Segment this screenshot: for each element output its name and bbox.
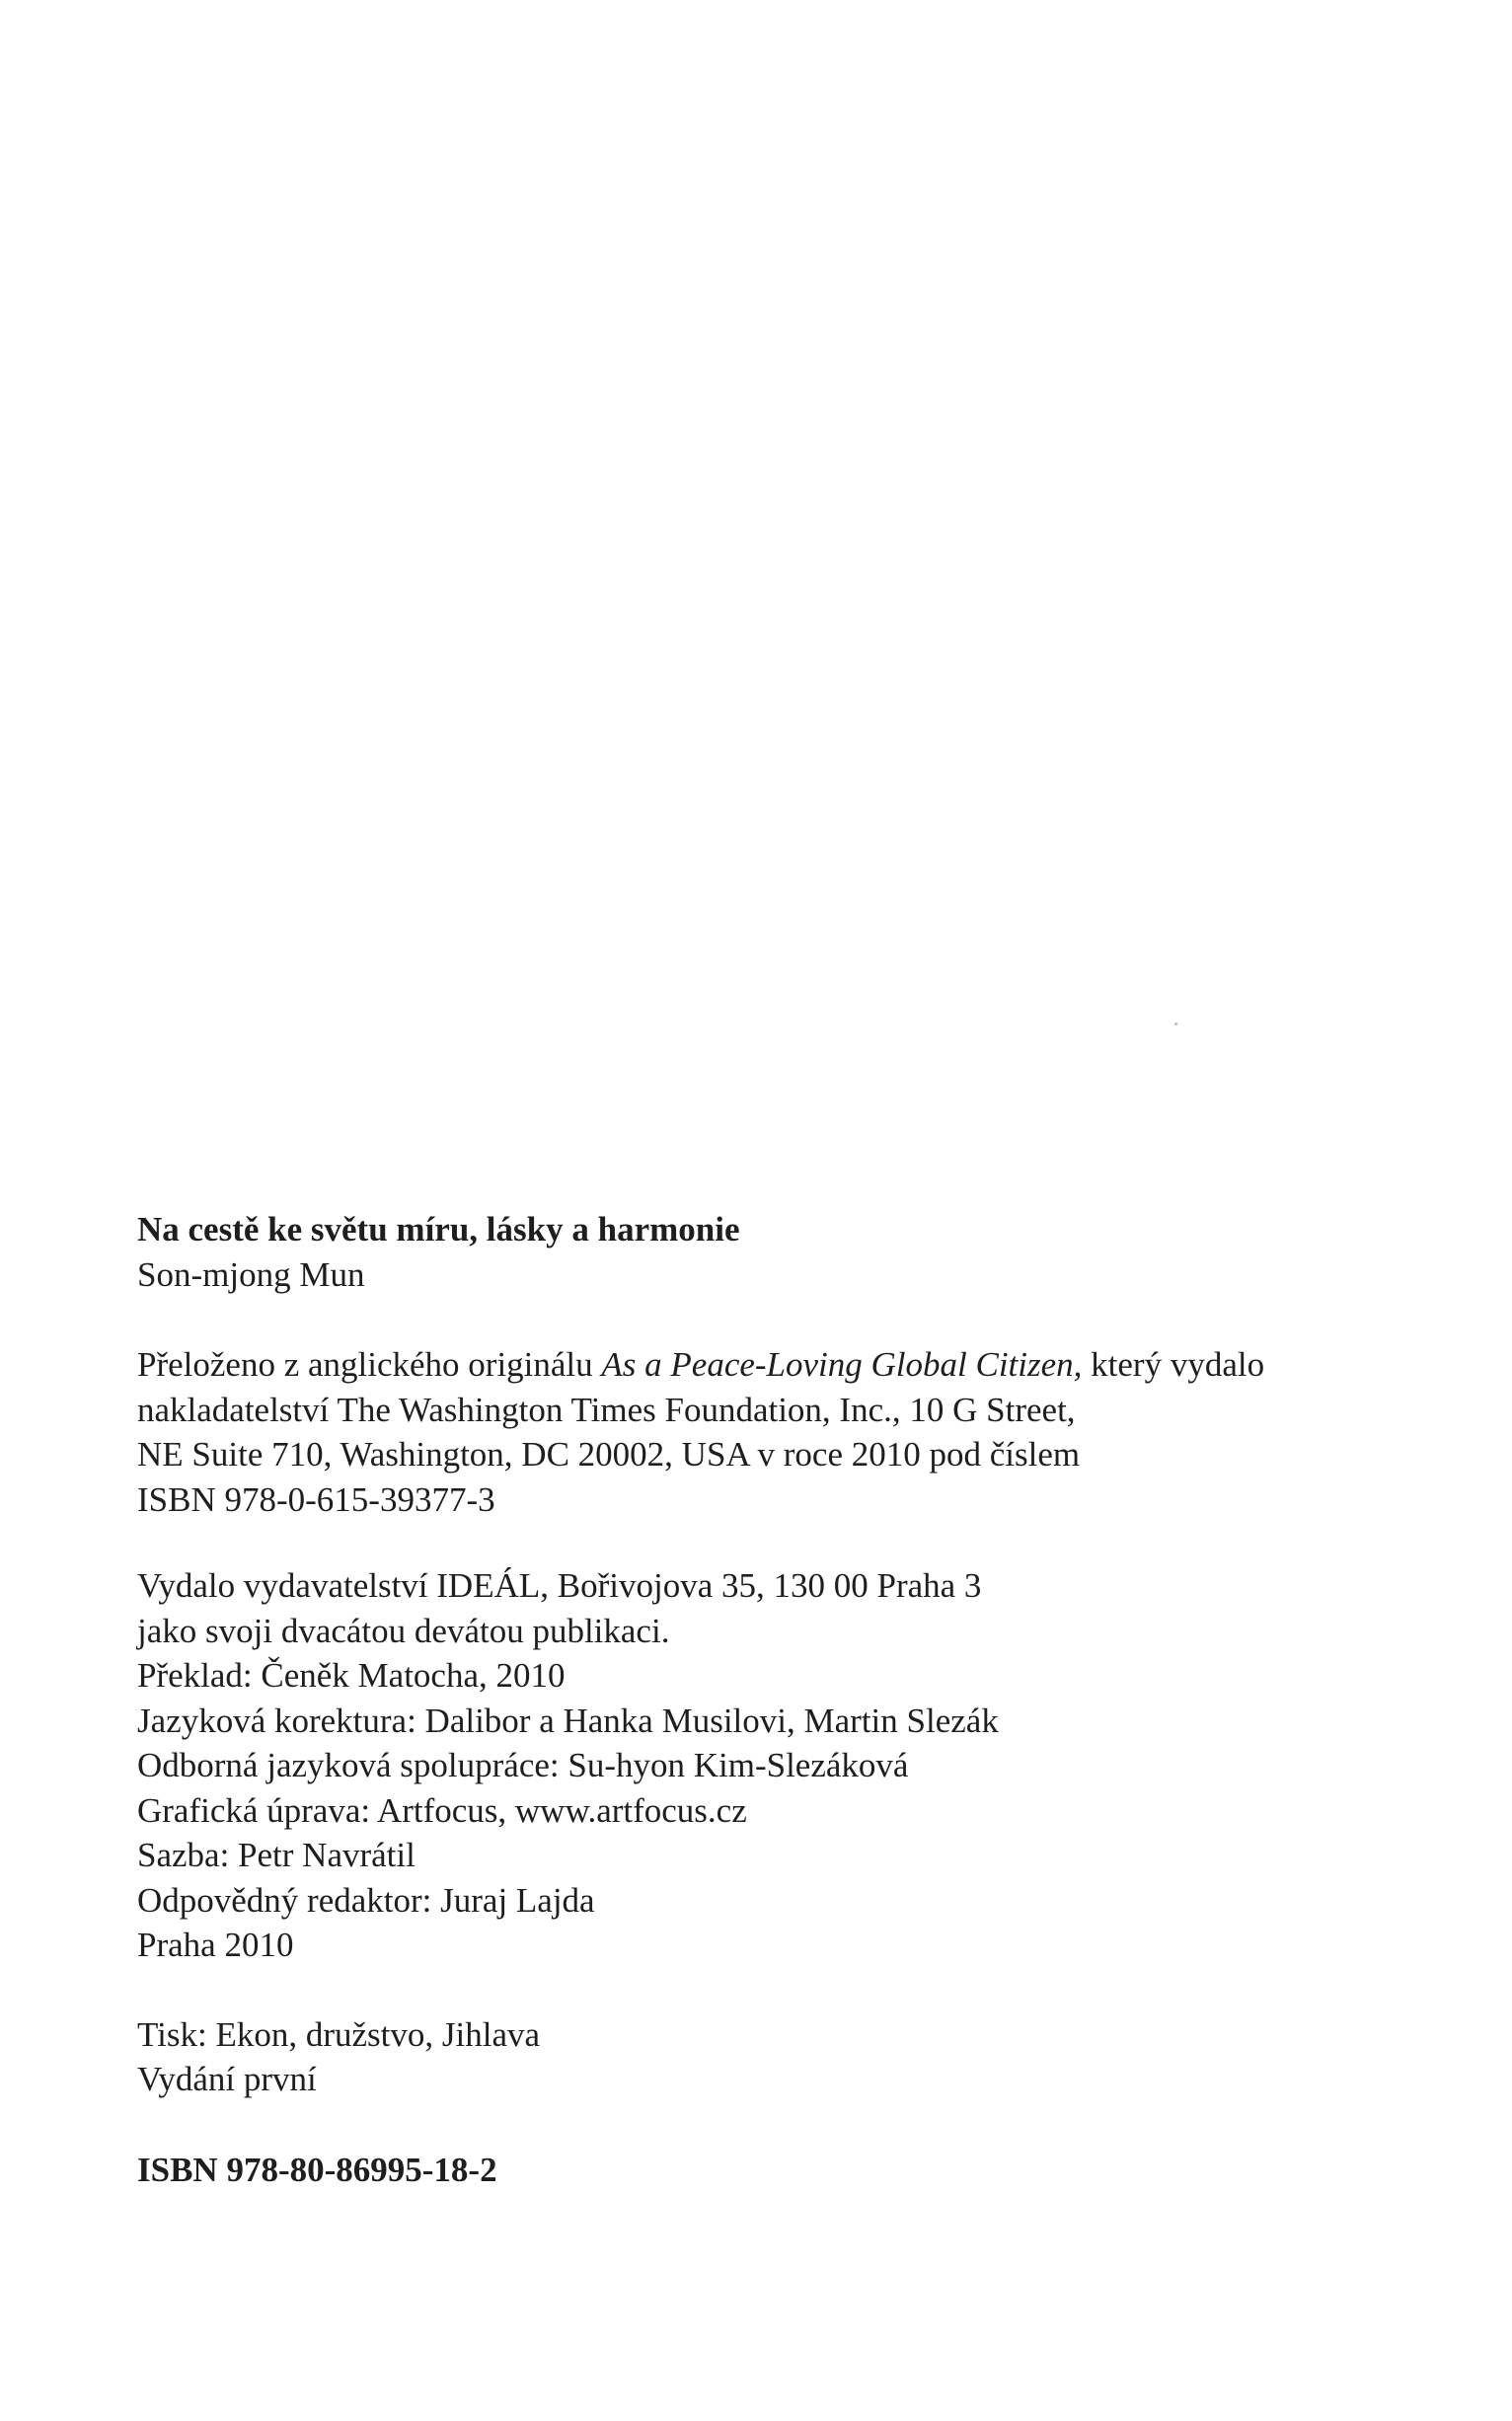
language-consult-credit: Odborná jazyková spolupráce: Su-hyon Kim-Slezáková — [137, 1746, 909, 1784]
edition-note: Vydání první — [137, 2060, 317, 2098]
translation-line-1: Přeloženo z anglického originálu As a Peace-Loving Global Citizen, který vydalo — [137, 1345, 1265, 1384]
publisher-line-2: jako svoji dvacátou devátou publikaci. — [137, 1611, 670, 1650]
translation-note — [137, 1342, 1420, 1522]
colophon — [137, 1207, 1420, 2192]
editor-credit: Odpovědný redaktor: Juraj Lajda — [137, 1880, 595, 1920]
original-title: As a Peace-Loving Global Citizen, — [601, 1345, 1083, 1384]
publisher-credits — [137, 1563, 1420, 1968]
graphic-design-credit: Grafická úprava: Artfocus, www.artfocus.cz — [137, 1790, 747, 1830]
translator-credit: Překlad: Čeněk Matocha, 2010 — [137, 1656, 566, 1695]
place-year: Praha 2010 — [137, 1926, 294, 1964]
typesetting-credit: Sazba: Petr Navrátil — [137, 1836, 416, 1874]
book-title: Na cestě ke světu míru, lásky a harmonie — [137, 1210, 740, 1248]
publisher-line-1: Vydalo vydavatelství IDEÁL, Bořivojova 35, 130 00 Praha 3 — [137, 1566, 982, 1605]
printing-info — [137, 2012, 1420, 2102]
paper-speck — [1174, 1022, 1177, 1025]
proofreading-credit: Jazyková korektura: Dalibor a Hanka Musilovi, Martin Slezák — [137, 1701, 999, 1740]
book-author: Son-mjong Mun — [137, 1254, 365, 1294]
original-isbn: ISBN 978-0-615-39377-3 — [137, 1479, 495, 1519]
book-isbn: ISBN 978-80-86995-18-2 — [137, 2150, 497, 2189]
translation-line-2: nakladatelství The Washington Times Foundation, Inc., 10 G Street, — [137, 1390, 1076, 1429]
translation-line-3: NE Suite 710, Washington, DC 20002, USA v roce 2010 pod číslem — [137, 1435, 1081, 1474]
printer-credit: Tisk: Ekon, družstvo, Jihlava — [137, 2014, 541, 2054]
